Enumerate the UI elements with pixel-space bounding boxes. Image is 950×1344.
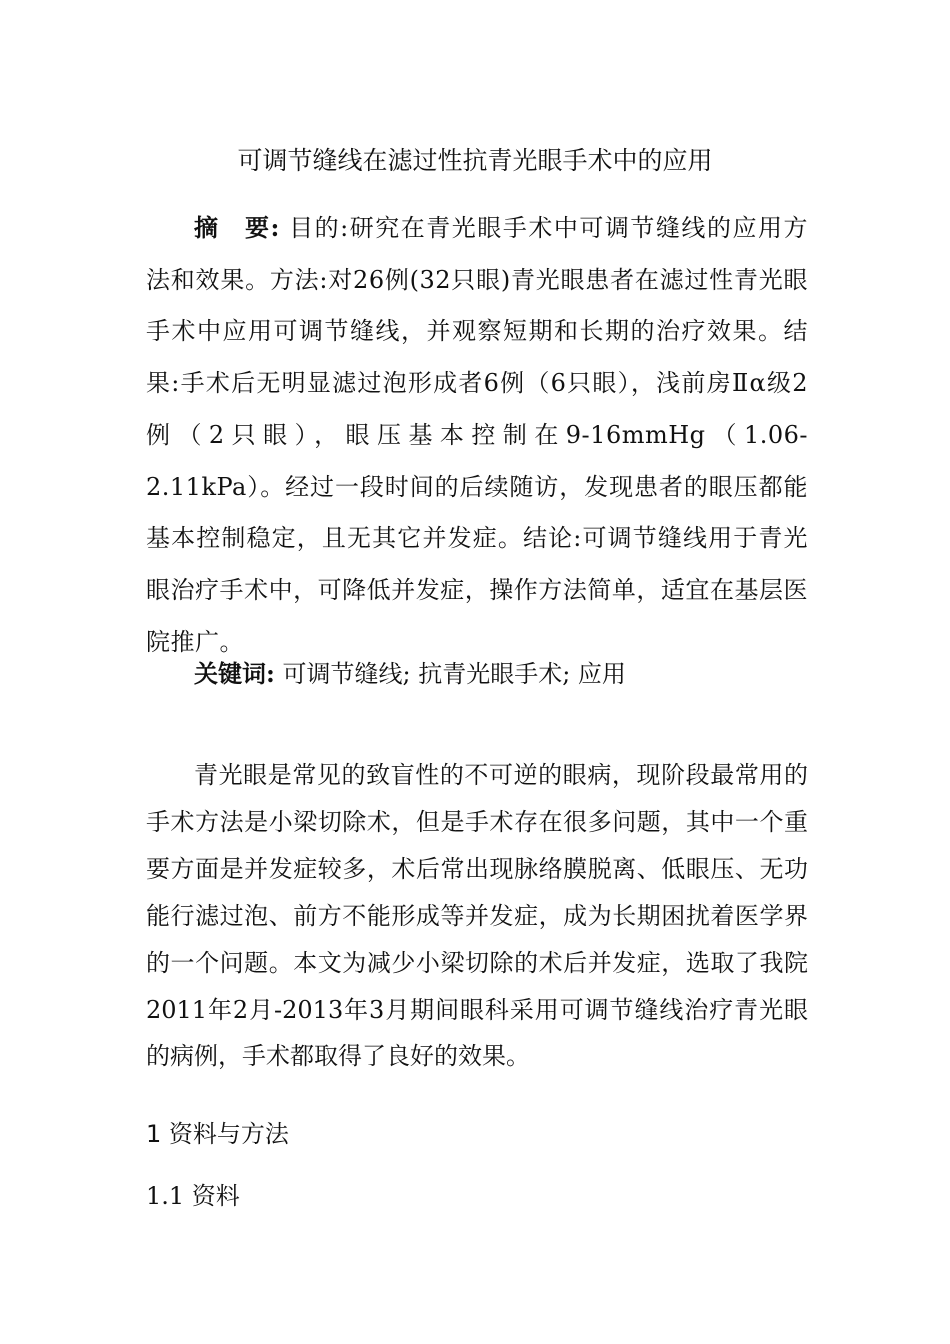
abstract-text: 目的:研究在青光眼手术中可调节缝线的应用方法和效果。方法:对26例(32只眼)青光眼患者在滤过性青光眼手术中应用可调节缝线，并观察短期和长期的治疗效果。结果:手术后无明显滤过泡形成者6例（6只眼），浅前房Ⅱα级2例（2只眼），眼压基本控制在9-16mmHg（1.06-2.11kPa）。经过一段时间的后续随访，发现患者的眼压都能基本控制稳定，且无其它并发症。结论:可调节缝线用于青光眼治疗手术中，可降低并发症，操作方法简单，适宜在基层医院推广。 xyxy=(146,214,809,656)
intro-paragraph: 青光眼是常见的致盲性的不可逆的眼病，现阶段最常用的手术方法是小梁切除术，但是手术存在很多问题，其中一个重要方面是并发症较多，术后常出现脉络膜脱离、低眼压、无功能行滤过泡、前方不能形成等并发症，成为长期困扰着医学界的一个问题。本文为减少小梁切除的术后并发症，选取了我院2011年2月-2013年3月期间眼科采用可调节缝线治疗青光眼的病例，手术都取得了良好的效果。 xyxy=(146,761,808,1071)
abstract-paragraph xyxy=(146,202,808,668)
subsection-heading: 1.1 资料 xyxy=(146,1182,240,1210)
document-title: 可调节缝线在滤过性抗青光眼手术中的应用 xyxy=(237,146,713,175)
section-heading: 1 资料与方法 xyxy=(146,1120,289,1148)
keywords-label: 关键词: xyxy=(194,659,275,688)
keywords-line xyxy=(194,648,808,701)
keywords-text: 可调节缝线; 抗青光眼手术; 应用 xyxy=(282,660,626,688)
abstract-label: 摘 要: xyxy=(194,213,280,242)
